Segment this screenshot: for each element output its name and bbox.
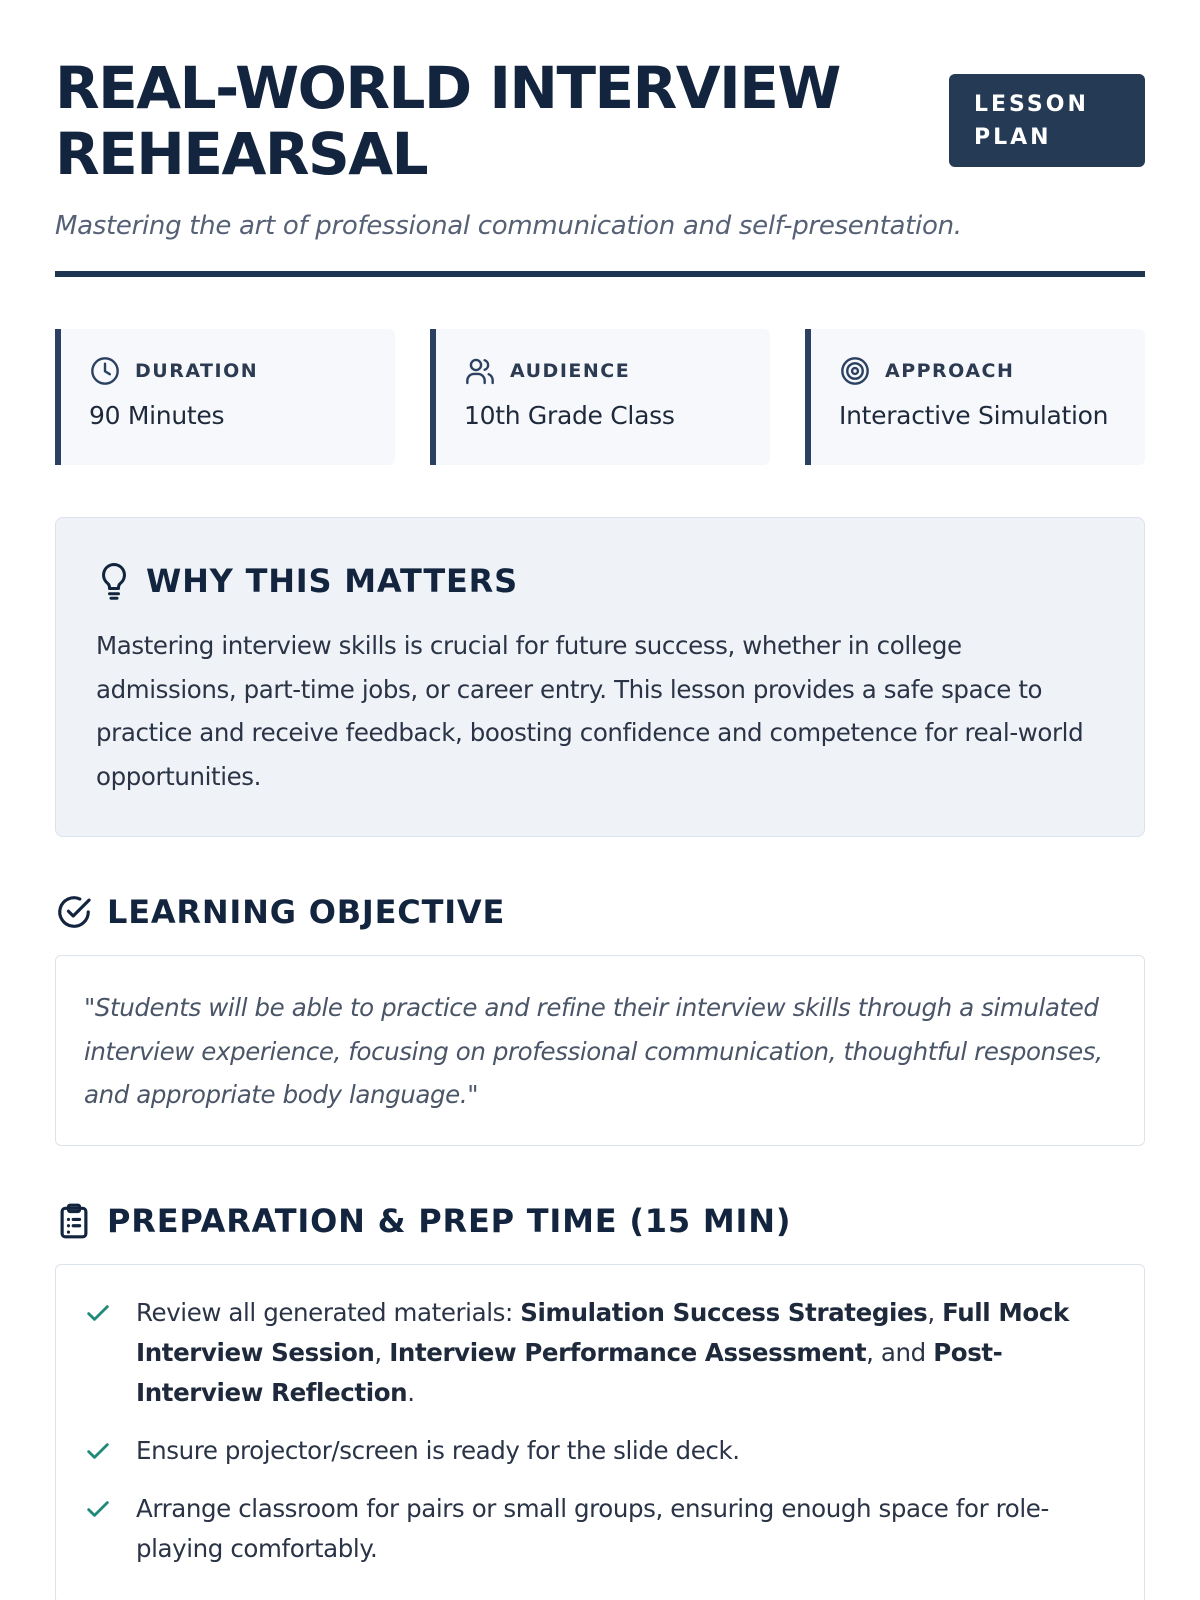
- prep-item-text: Ensure projector/screen is ready for the slide deck.: [136, 1435, 740, 1465]
- material-name: Post-Interview Reflection: [136, 1337, 1003, 1407]
- header-divider: [55, 271, 1145, 277]
- page-title: REAL-WORLD INTERVIEW REHEARSAL: [55, 54, 840, 188]
- info-label: AUDIENCE: [510, 360, 631, 382]
- material-name: Interview Performance Assessment: [389, 1337, 867, 1367]
- material-name: Full Mock Interview Session: [136, 1297, 1069, 1367]
- users-icon: [464, 355, 496, 387]
- info-label: DURATION: [135, 360, 259, 382]
- why-text: Mastering interview skills is crucial for future success, whether in college admissions, part-time jobs, or career entry. This lesson provides a safe space to practice and receive feedback, boosting confidence and competence for real-world opportunities.: [96, 631, 1084, 791]
- info-card-duration: [55, 329, 395, 465]
- preparation-heading: [55, 1202, 1145, 1240]
- list-item: [84, 1489, 1114, 1569]
- lightbulb-icon: [96, 560, 132, 602]
- info-value: 90 Minutes: [89, 401, 225, 430]
- page-subtitle: Mastering the art of professional communication and self-presentation.: [55, 211, 962, 241]
- target-icon: [839, 355, 871, 387]
- check-icon: [84, 1437, 112, 1465]
- prep-title: PREPARATION & PREP TIME (15 MIN): [107, 1201, 792, 1240]
- clock-icon: [89, 355, 121, 387]
- lesson-plan-badge: LESSON PLAN: [949, 74, 1145, 167]
- check-icon: [84, 1495, 112, 1523]
- info-cards: [55, 329, 1145, 465]
- why-title: WHY THIS MATTERS: [146, 562, 518, 600]
- info-label: APPROACH: [885, 360, 1015, 382]
- prep-item-text: Arrange classroom for pairs or small groups, ensuring enough space for role-playing comfortably.: [136, 1493, 1049, 1563]
- info-card-approach: [805, 329, 1145, 465]
- list-item: [84, 1431, 1114, 1471]
- why-this-matters-section: [55, 517, 1145, 837]
- info-value: 10th Grade Class: [464, 401, 675, 430]
- objective-quote: "Students will be able to practice and refine their interview skills through a simulated interview experience, focusing on professional communication, thoughtful responses, and appropriate body language.": [55, 955, 1145, 1146]
- info-value: Interactive Simulation: [839, 401, 1109, 430]
- prep-checklist: [55, 1264, 1145, 1600]
- info-card-audience: [430, 329, 770, 465]
- header: [55, 0, 1145, 277]
- objective-title: LEARNING OBJECTIVE: [107, 893, 506, 931]
- prep-item-text: Review all generated materials: Simulation Success Strategies, Full Mock Interview Session, Interview Performance Assessment, and Post-Interview Reflection.: [136, 1297, 1069, 1407]
- list-item: [84, 1293, 1114, 1413]
- material-name: Simulation Success Strategies: [520, 1297, 928, 1327]
- learning-objective-heading: [55, 893, 1145, 931]
- check-circle-icon: [55, 893, 93, 931]
- clipboard-icon: [55, 1202, 93, 1240]
- check-icon: [84, 1299, 112, 1327]
